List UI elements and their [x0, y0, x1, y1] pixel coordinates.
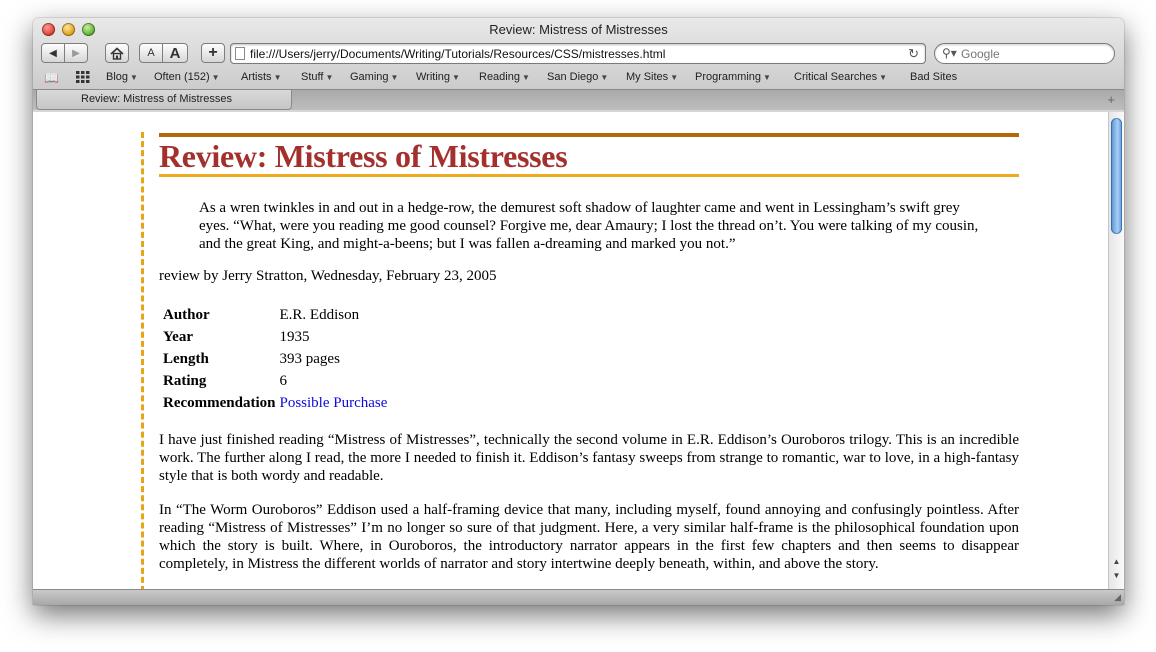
show-all-bookmarks-icon[interactable] — [76, 71, 90, 86]
dropdown-arrow-icon: ▼ — [879, 73, 888, 82]
bookmark-folder[interactable] — [695, 71, 771, 83]
table-row — [161, 304, 387, 326]
address-bar[interactable] — [230, 43, 926, 64]
address-url[interactable]: file:///Users/jerry/Documents/Writing/Tutorials/Resources/CSS/mistresses.html — [250, 47, 666, 61]
bookmark-label: Gaming — [350, 71, 389, 83]
scroll-down-arrow-icon[interactable]: ▼ — [1112, 571, 1121, 580]
vertical-scrollbar[interactable] — [1108, 112, 1124, 589]
detail-value: 393 pages — [279, 350, 340, 367]
toolbar — [33, 42, 1124, 68]
bookmark-folder[interactable] — [547, 71, 608, 83]
bookmark-folder[interactable] — [106, 71, 138, 83]
resize-grip-icon[interactable]: ◢ — [1114, 592, 1121, 602]
detail-value: 1935 — [279, 328, 310, 345]
browser-chrome — [33, 18, 1124, 110]
dropdown-arrow-icon: ▼ — [273, 73, 282, 82]
forward-button[interactable] — [64, 43, 88, 63]
bookmark-label: Writing — [416, 71, 451, 83]
bookmark-label: Programming — [695, 71, 762, 83]
review-paragraph: I have just finished reading “Mistress of Mistresses”, technically the second volume in E.R. Eddison’s Ouroboros trilogy. This is an incredible work. The further along I read, the more I needed to finish it. Eddison’s fantasy sweeps from strange to romantic, war to love, in a high-fantasy style that is both wordy and readable. — [159, 432, 1019, 484]
review-byline: review by Jerry Stratton, Wednesday, February 23, 2005 — [159, 268, 497, 284]
dropdown-arrow-icon: ▼ — [211, 73, 220, 82]
status-bar — [33, 589, 1124, 605]
text-smaller-button[interactable] — [139, 43, 163, 63]
browser-window — [33, 18, 1124, 605]
dropdown-arrow-icon: ▼ — [521, 73, 530, 82]
bookmark-label: Stuff — [301, 71, 324, 83]
plus-icon: + — [208, 44, 218, 61]
forward-arrow-icon: ▶ — [72, 47, 80, 59]
title-bar — [33, 18, 1124, 40]
detail-label: Rating — [163, 372, 207, 389]
detail-value: 6 — [279, 372, 287, 389]
bookmark-link[interactable] — [910, 71, 957, 83]
bookmark-label: Artists — [241, 71, 272, 83]
bookmark-folder[interactable] — [416, 71, 460, 83]
text-smaller-label: A — [147, 47, 155, 59]
bookmark-label: Bad Sites — [910, 71, 958, 83]
new-tab-icon[interactable]: + — [1107, 92, 1115, 107]
bookmark-folder[interactable] — [241, 71, 281, 83]
book-details-table — [161, 304, 387, 414]
page-title: Review: Mistress of Mistresses — [159, 138, 568, 174]
scroll-up-arrow-icon[interactable]: ▲ — [1112, 557, 1121, 566]
table-row — [161, 370, 387, 392]
epigraph-quote: As a wren twinkles in and out in a hedge-row, the demurest soft shadow of laughter came and went in Lessingham’s swift grey eyes. “What, were you reading me good counsel? Forgive me, dear Amaury; I lost the thread on’t. You were talking of my cousin, and the great King, and might-a-beens; but I was fallen a-dreaming and marked you not.” — [199, 200, 979, 252]
bookmark-label: Reading — [479, 71, 520, 83]
bookmark-folder[interactable] — [479, 71, 530, 83]
scrollbar-thumb[interactable] — [1111, 118, 1122, 234]
page-content — [33, 112, 1108, 589]
dropdown-arrow-icon: ▼ — [130, 73, 138, 82]
dropdown-arrow-icon: ▼ — [670, 73, 679, 82]
text-bigger-label: A — [169, 44, 181, 62]
text-bigger-button[interactable] — [162, 43, 188, 63]
bookmark-label: San Diego — [547, 71, 599, 83]
home-icon — [110, 47, 124, 60]
bookmark-label: Often (152) — [154, 71, 210, 83]
add-bookmark-button[interactable] — [201, 43, 225, 63]
table-row — [161, 392, 387, 414]
bookmark-folder[interactable] — [301, 71, 333, 83]
detail-label: Length — [163, 350, 209, 367]
review-paragraph: In “The Worm Ouroboros” Eddison used a half-framing device that many, including myself, found annoying and confusingly pointless. After reading “Mistress of Mistresses” I’m no longer so sure of that judgment. Here, a very similar half-frame is the philosophical foundation upon which the story is built. Where, in Ouroboros, the introductory narrator appears in the first few chapters and then seems to disappear completely, in Mistress the different worlds of narrator and story intertwine deeply beneath, within, and above the story. — [159, 502, 1019, 572]
bookmark-label: Critical Searches — [794, 71, 878, 83]
reading-list-icon[interactable]: 📖 — [44, 71, 59, 85]
reload-icon[interactable]: ↻ — [908, 46, 919, 61]
tab-bar — [33, 89, 1124, 110]
heading-bottom-rule — [159, 174, 1019, 177]
search-icon: ⚲▾ — [942, 46, 957, 60]
tab-label: Review: Mistress of Mistresses — [81, 93, 232, 105]
search-input[interactable] — [961, 46, 1106, 61]
window-title: Review: Mistress of Mistresses — [489, 22, 668, 37]
table-row — [161, 348, 387, 370]
recommendation-link[interactable]: Possible Purchase — [279, 394, 388, 411]
dropdown-arrow-icon: ▼ — [452, 73, 460, 82]
heading-top-rule — [159, 133, 1019, 137]
bookmarks-bar — [33, 69, 1124, 87]
bookmark-folder[interactable] — [154, 71, 220, 83]
sidebar-dashed-border — [141, 132, 144, 589]
dropdown-arrow-icon: ▼ — [390, 73, 399, 82]
bookmark-folder[interactable] — [626, 71, 678, 83]
tab-active[interactable] — [36, 90, 292, 110]
detail-label: Year — [163, 328, 193, 345]
detail-value-cell — [280, 392, 388, 414]
detail-label: Recommendation — [163, 394, 276, 411]
back-arrow-icon: ◀ — [49, 47, 57, 59]
search-field[interactable] — [934, 43, 1115, 64]
bookmark-folder[interactable] — [794, 71, 887, 83]
detail-value: E.R. Eddison — [279, 306, 360, 323]
bookmark-label: Blog — [106, 71, 129, 83]
table-row — [161, 326, 387, 348]
dropdown-arrow-icon: ▼ — [600, 73, 609, 82]
home-button[interactable] — [105, 43, 129, 63]
detail-label: Author — [163, 306, 210, 323]
bookmark-label: My Sites — [626, 71, 669, 83]
page-icon — [235, 47, 245, 60]
back-button[interactable] — [41, 43, 65, 63]
dropdown-arrow-icon: ▼ — [325, 73, 334, 82]
bookmark-folder[interactable] — [350, 71, 398, 83]
dropdown-arrow-icon: ▼ — [763, 73, 771, 82]
